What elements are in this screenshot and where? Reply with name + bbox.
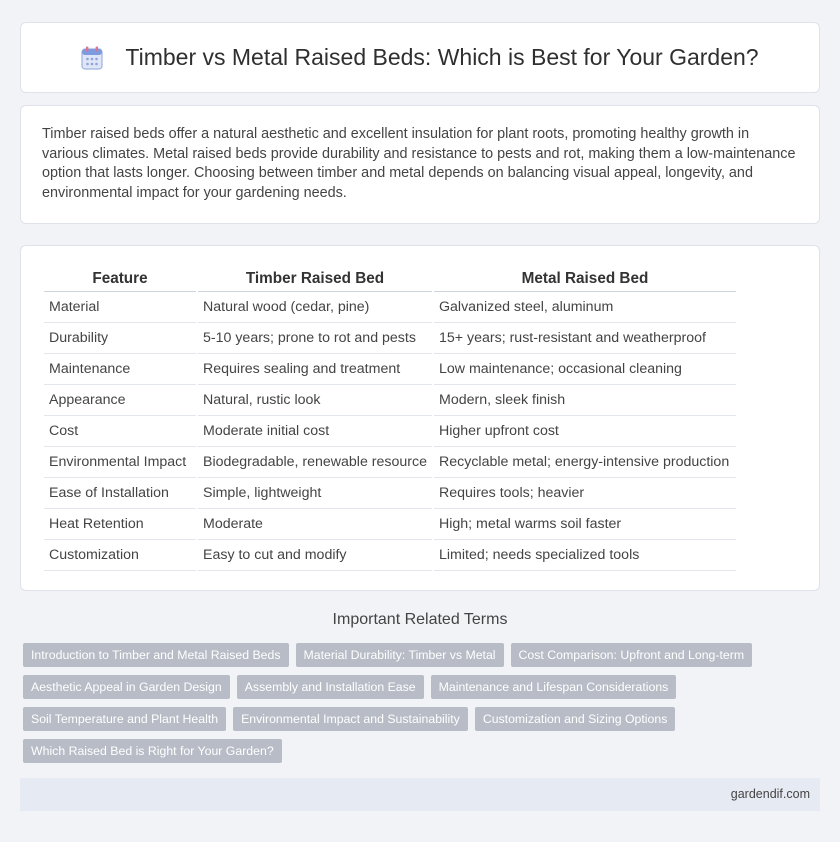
related-term-tag[interactable]: Customization and Sizing Options [475,707,676,731]
table-row [44,354,736,385]
site-name[interactable]: gardendif.com [730,787,810,801]
timber-cell: Moderate initial cost [198,416,432,447]
timber-cell: Requires sealing and treatment [198,354,432,385]
related-term-tag[interactable]: Which Raised Bed is Right for Your Garden? [23,739,282,763]
related-term-tag[interactable]: Environmental Impact and Sustainability [233,707,468,731]
metal-cell: Requires tools; heavier [434,478,736,509]
comparison-table-card [20,245,820,591]
timber-cell: Moderate [198,509,432,540]
metal-cell: Limited; needs specialized tools [434,540,736,571]
table-row [44,385,736,416]
intro-card [20,105,820,224]
table-row [44,540,736,571]
timber-cell: Easy to cut and modify [198,540,432,571]
metal-cell: 15+ years; rust-resistant and weatherproof [434,323,736,354]
related-term-tag[interactable]: Aesthetic Appeal in Garden Design [23,675,230,699]
metal-cell: Recyclable metal; energy-intensive production [434,447,736,478]
calendar-icon [81,46,103,70]
metal-cell: Galvanized steel, aluminum [434,292,736,323]
metal-cell: Higher upfront cost [434,416,736,447]
table-header-row [44,266,736,292]
related-terms-list [23,643,783,763]
metal-cell: High; metal warms soil faster [434,509,736,540]
related-term-tag[interactable]: Maintenance and Lifespan Considerations [431,675,677,699]
related-term-tag[interactable]: Material Durability: Timber vs Metal [296,643,504,667]
related-term-tag[interactable]: Introduction to Timber and Metal Raised Beds [23,643,289,667]
timber-cell: Natural, rustic look [198,385,432,416]
timber-cell: Natural wood (cedar, pine) [198,292,432,323]
metal-cell: Modern, sleek finish [434,385,736,416]
page-title: Timber vs Metal Raised Beds: Which is Best for Your Garden? [125,44,759,70]
comparison-table [42,266,738,571]
table-row [44,447,736,478]
feature-cell: Appearance [44,385,196,416]
feature-cell: Durability [44,323,196,354]
feature-cell: Heat Retention [44,509,196,540]
intro-text: Timber raised beds offer a natural aesthetic and excellent insulation for plant roots, promoting healthy growth in various climates. Metal raised beds provide durability and resistance to pests and rot, making them a low-maintenance option that lasts longer. Choosing between timber and metal depends on balancing visual appeal, longevity, and environmental impact for your gardening needs. [42,126,796,202]
feature-cell: Ease of Installation [44,478,196,509]
feature-cell: Maintenance [44,354,196,385]
related-term-tag[interactable]: Cost Comparison: Upfront and Long-term [511,643,753,667]
table-row [44,323,736,354]
column-header-timber: Timber Raised Bed [198,266,432,292]
header-card [20,22,820,93]
feature-cell: Material [44,292,196,323]
feature-cell: Customization [44,540,196,571]
related-terms-heading: Important Related Terms [332,611,508,628]
feature-cell: Environmental Impact [44,447,196,478]
related-term-tag[interactable]: Assembly and Installation Ease [237,675,424,699]
metal-cell: Low maintenance; occasional cleaning [434,354,736,385]
table-row [44,509,736,540]
table-row [44,478,736,509]
column-header-metal: Metal Raised Bed [434,266,736,292]
timber-cell: Simple, lightweight [198,478,432,509]
table-row [44,416,736,447]
table-row [44,292,736,323]
timber-cell: 5-10 years; prone to rot and pests [198,323,432,354]
title-row [21,23,819,92]
footer [20,778,820,811]
timber-cell: Biodegradable, renewable resource [198,447,432,478]
related-term-tag[interactable]: Soil Temperature and Plant Health [23,707,226,731]
column-header-feature: Feature [44,266,196,292]
feature-cell: Cost [44,416,196,447]
